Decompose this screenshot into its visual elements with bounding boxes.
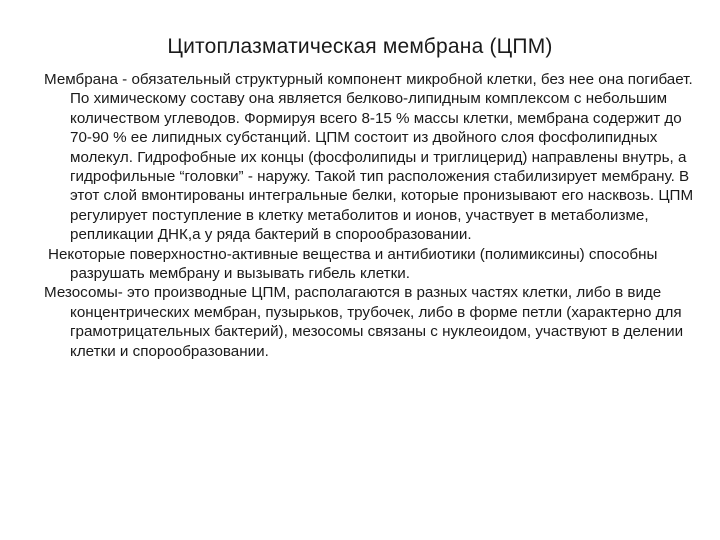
- paragraph-mesosomes: Мезосомы- это производные ЦПМ, располагаются в разных частях клетки, либо в виде концентрических мембран, пузырьков, трубочек, либо в форме петли (характерно для грамотрицательных бактерий), мезосомы связаны с нуклеоидом, участвуют в делении клетки и спорообразовании.: [44, 284, 684, 360]
- paragraph-membrane: Мембрана - обязательный структурный компонент микробной клетки, без нее она погибает. По химическому составу она является белково-липидным комплексом с небольшим количеством углеводов. Формируя всего 8-15 % массы клетки, мембрана содержит до 70-90 % ее липидных субстанций. ЦПМ состоит из двойного слоя фосфолипидных молекул. Гидрофобные их концы (фосфолипиды и триглицерид) направлены внутрь, а гидрофильные “головки” - наружу. Такой тип расположения стабилизирует мембрану. В этот слой вмонтированы интегральные белки, которые пронизывают его насквозь. ЦПМ регулирует поступление в клетку метаболитов и ионов, участвует в метаболизме, репликации ДНК,а у ряда бактерий в спорообразовании.: [44, 71, 694, 244]
- slide-title: Цитоплазматическая мембрана (ЦПМ): [167, 35, 553, 58]
- paragraph-antibiotics: Некоторые поверхностно-активные вещества и антибиотики (полимиксины) способны разрушать мембрану и вызывать гибель клетки.: [48, 245, 658, 283]
- slide-body: [44, 70, 694, 361]
